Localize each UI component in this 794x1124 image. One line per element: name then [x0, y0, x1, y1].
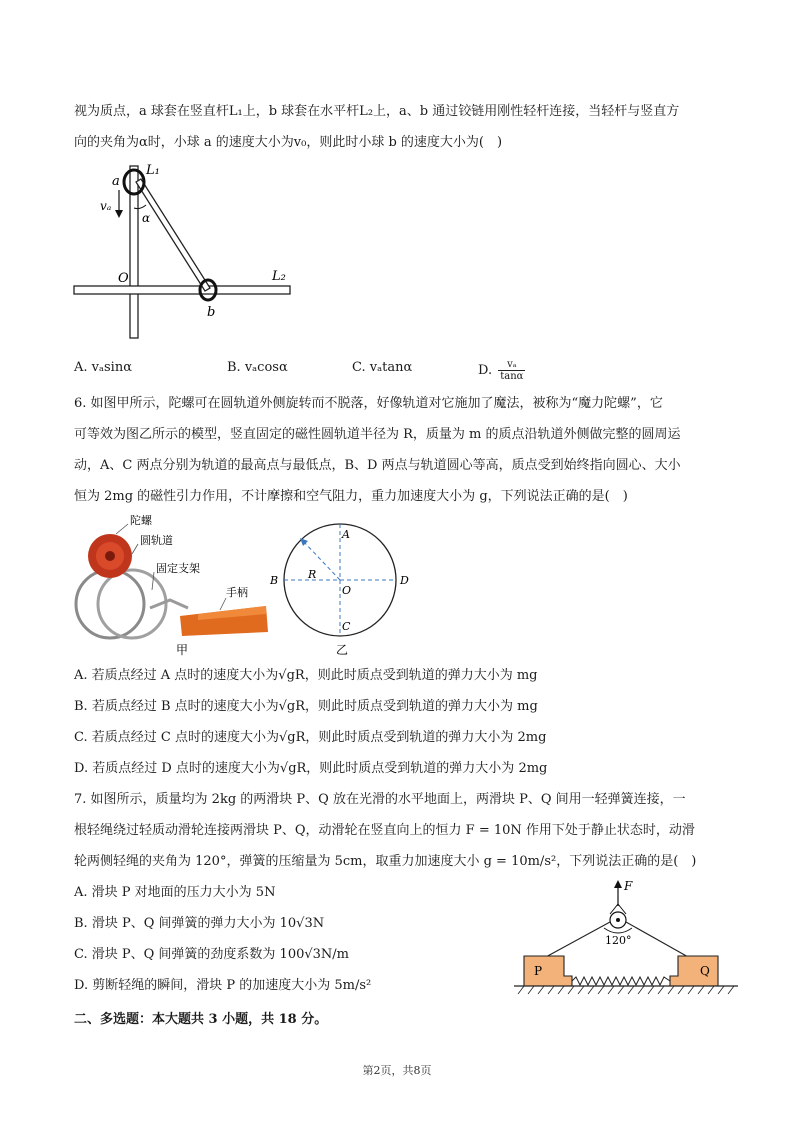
- page-footer: 第2页，共8页: [362, 1064, 432, 1077]
- q5-label-b: b: [207, 305, 216, 320]
- q7-stem-line2: 根轻绳绕过轻质动滑轮连接两滑块 P、Q，动滑轮在竖直向上的恒力 F = 10N 作用下处于静止状态时，动滑: [74, 823, 695, 838]
- q7-option-b: B. 滑块 P、Q 间弹簧的弹力大小为 10√3N: [74, 916, 325, 931]
- q5-option-a: A. vₐsinα: [74, 360, 132, 375]
- q6-jia-label-handle: 手柄: [226, 586, 248, 599]
- q6-yi-label-R: R: [308, 568, 317, 581]
- q6-stem-line3: 动，A、C 两点分别为轨道的最高点与最低点，B、D 两点与轨道圆心等高，质点受到始终指向圆心、大小: [74, 458, 681, 473]
- q6-yi-label-A: A: [342, 528, 350, 541]
- q7-label-Q: Q: [700, 964, 710, 978]
- q5-option-b: B. vₐcosα: [227, 360, 288, 375]
- q5-option-d-numerator: vₐ: [498, 359, 525, 371]
- q7-option-a: A. 滑块 P 对地面的压力大小为 5N: [74, 885, 276, 900]
- q6-yi-label-D: D: [400, 574, 409, 587]
- q6-jia-label-top: 陀螺: [130, 514, 152, 527]
- q5-stem-line1: 视为质点，a 球套在竖直杆L₁上，b 球套在水平杆L₂上，a、b 通过铰链用刚性轻杆连接，当轻杆与竖直方: [74, 104, 680, 119]
- q5-option-d-label: D.: [478, 363, 493, 378]
- q6-jia-caption: 甲: [176, 643, 189, 657]
- q6-stem-line4: 恒为 2mg 的磁性引力作用，不计摩擦和空气阻力，重力加速度大小为 g，下列说法正确的是( ): [74, 489, 628, 504]
- q6-jia-label-track: 圆轨道: [140, 534, 173, 547]
- q6-yi-label-B: B: [270, 574, 279, 587]
- q5-figure-rods: [70, 160, 300, 345]
- q7-label-P: P: [534, 964, 543, 978]
- q5-label-va: vₐ: [100, 199, 112, 213]
- q5-option-d-denominator: tanα: [500, 371, 524, 382]
- q6-jia-label-bracket: 固定支架: [156, 562, 200, 575]
- q7-option-d: D. 剪断轻绳的瞬间，滑块 P 的加速度大小为 5m/s²: [74, 978, 372, 993]
- q7-option-c: C. 滑块 P、Q 间弹簧的劲度系数为 100√3N/m: [74, 947, 349, 962]
- q7-label-angle: 120°: [605, 934, 632, 947]
- q6-option-d: D. 若质点经过 D 点时的速度大小为√gR，则此时质点受到轨道的弹力大小为 2mg: [74, 761, 548, 776]
- q7-label-F: F: [624, 879, 633, 893]
- q7-figure-pulley: [510, 876, 742, 1000]
- q6-yi-label-C: C: [342, 620, 351, 633]
- section-2-heading: 二、多选题：本大题共 3 小题，共 18 分。: [74, 1012, 328, 1027]
- q5-label-L2: L₂: [272, 269, 286, 284]
- q5-stem-line2: 向的夹角为α时，小球 a 的速度大小为v₀，则此时小球 b 的速度大小为( ): [74, 135, 503, 150]
- q5-label-L1: L₁: [146, 163, 160, 178]
- q7-stem-line3: 轮两侧轻绳的夹角为 120°，弹簧的压缩量为 5cm，取重力加速度大小 g = 10m/s²，下列说法正确的是( ): [74, 854, 697, 869]
- q6-option-a: A. 若质点经过 A 点时的速度大小为√gR，则此时质点受到轨道的弹力大小为 mg: [74, 668, 538, 683]
- q6-figure-jia: [70, 512, 270, 658]
- q5-label-alpha: α: [142, 211, 151, 225]
- q6-yi-label-O: O: [342, 584, 352, 597]
- q6-yi-caption: 乙: [336, 643, 349, 657]
- q7-stem-line1: 7. 如图所示，质量均为 2kg 的两滑块 P、Q 放在光滑的水平地面上，两滑块 P、Q 间用一轻弹簧连接，一: [74, 792, 686, 807]
- q6-stem-line1: 6. 如图甲所示，陀螺可在圆轨道外侧旋转而不脱落，好像轨道对它施加了魔法，被称为“魔力陀螺”，它: [74, 396, 663, 411]
- q5-label-a: a: [112, 174, 120, 189]
- q6-option-c: C. 若质点经过 C 点时的速度大小为√gR，则此时质点受到轨道的弹力大小为 2mg: [74, 730, 547, 745]
- q6-stem-line2: 可等效为图乙所示的模型，竖直固定的磁性圆轨道半径为 R，质量为 m 的质点沿轨道外侧做完整的圆周运: [74, 427, 681, 442]
- q5-label-O: O: [118, 271, 129, 286]
- q6-option-b: B. 若质点经过 B 点时的速度大小为√gR，则此时质点受到轨道的弹力大小为 mg: [74, 699, 538, 714]
- q5-option-c: C. vₐtanα: [352, 360, 413, 375]
- q6-figure-yi: [262, 512, 412, 658]
- q5-option-d: [478, 359, 525, 382]
